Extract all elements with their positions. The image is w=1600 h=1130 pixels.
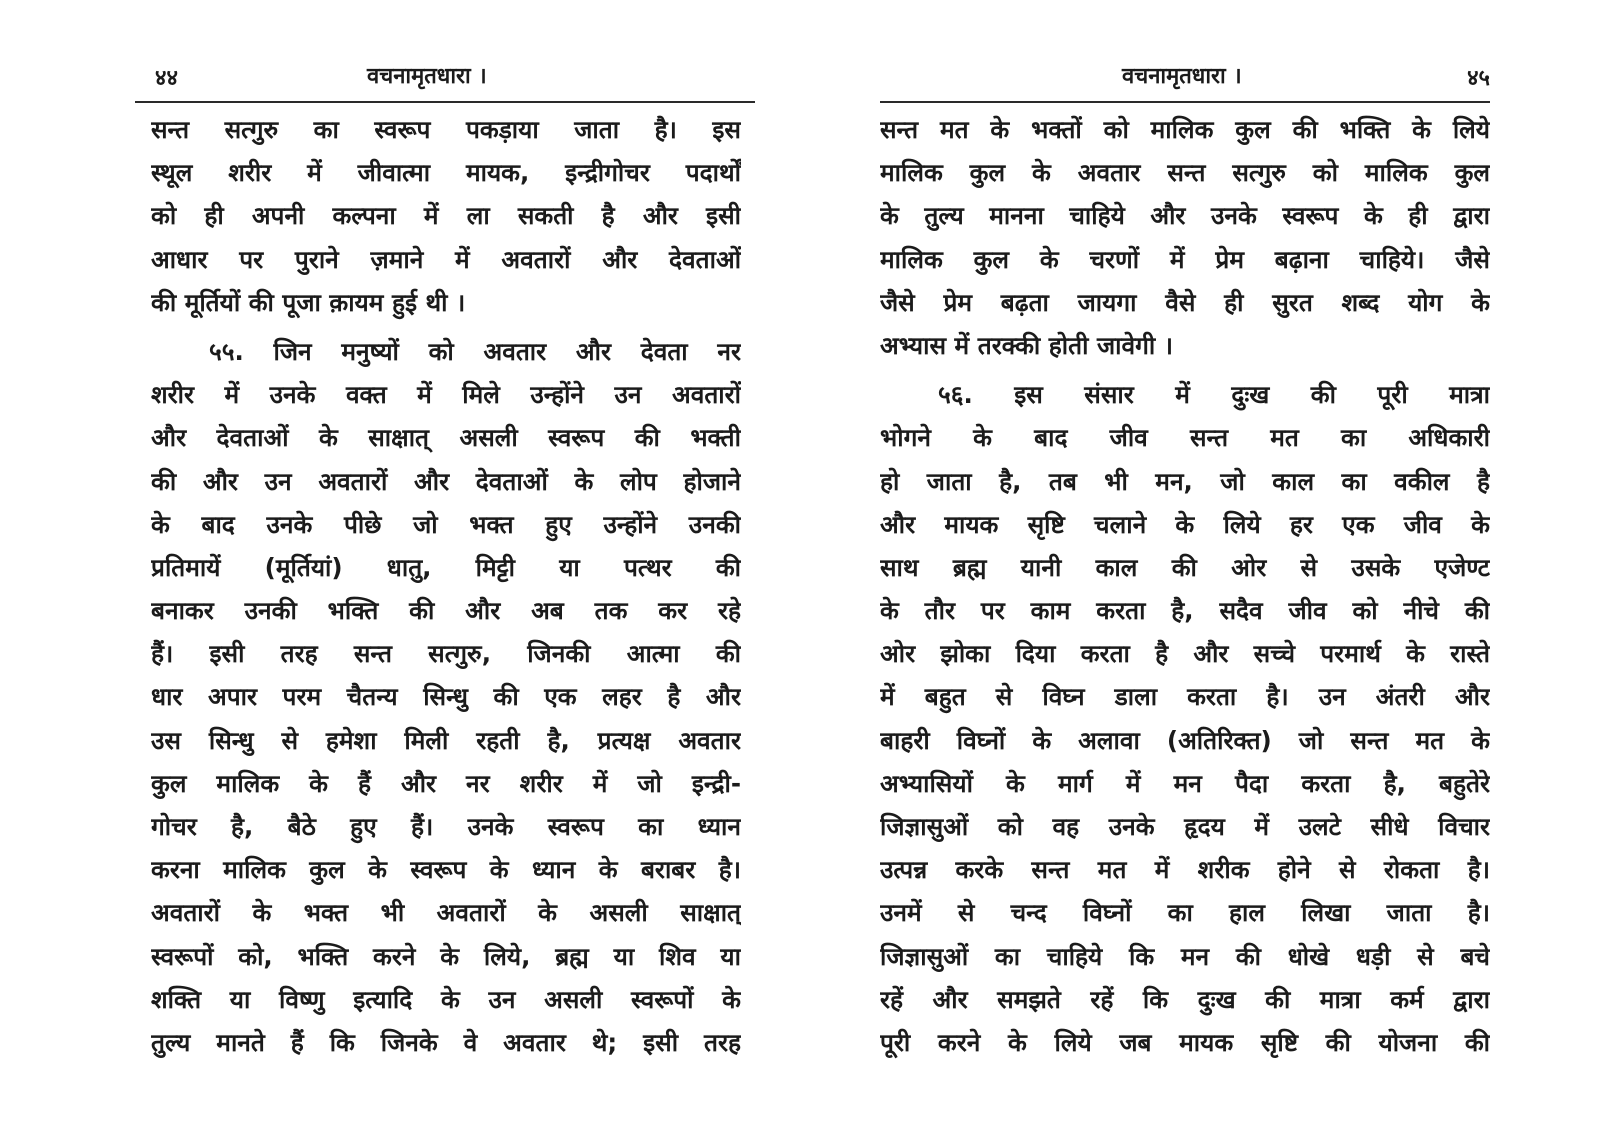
paragraph-56-start: ५६. इस संसार में दुःख की पूरी मात्रा: [938, 380, 1490, 410]
text-line: तुल्य मानते हैं कि जिनके वे अवतार थे; इसी तरह: [151, 1027, 741, 1057]
text-line: उनमें से चन्द विघ्नों का हाल लिखा जाता है।: [880, 898, 1490, 928]
text-line: साथ ब्रह्म यानी काल की ओर से उसके एजेण्ट: [880, 552, 1490, 582]
text-line: धार अपार परम चैतन्य सिन्धु की एक लहर है और: [151, 682, 741, 712]
text-line: रहें और समझते रहें कि दुःख की मात्रा कर्म द्वारा: [880, 984, 1490, 1014]
text-line: सन्त मत के भक्तों को मालिक कुल की भक्ति के लिये: [880, 115, 1490, 144]
paragraph-55-start: ५५. जिन मनुष्यों को अवतार और देवता नर: [209, 336, 741, 366]
text-line: और देवताओं के साक्षात् असली स्वरूप की भक्ती: [151, 423, 741, 453]
text-line: शक्ति या विष्णु इत्यादि के उन असली स्वरूपों के: [151, 984, 741, 1014]
text-line: के तौर पर काम करता है, सदैव जीव को नीचे की: [880, 596, 1490, 626]
text-line: उस सिन्धु से हमेशा मिली रहती है, प्रत्यक्ष अवतार: [151, 725, 741, 755]
right-page: [880, 0, 1490, 1130]
text-line: पूरी करने के लिये जब मायक सृष्टि की योजना की: [880, 1027, 1490, 1057]
text-line: कुल मालिक के हैं और नर शरीर में जो इन्द्री-: [151, 768, 741, 798]
text-line: की मूर्तियों की पूजा क़ायम हुई थी ।: [151, 287, 466, 317]
left-header-rule: [135, 101, 755, 103]
text-line: स्वरूपों को, भक्ति करने के लिये, ब्रह्म या शिव या: [151, 941, 741, 971]
text-line: अभ्यासियों के मार्ग में मन पैदा करता है, बहुतेरे: [880, 768, 1490, 798]
text-line: और मायक सृष्टि चलाने के लिये हर एक जीव के: [880, 509, 1490, 539]
text-line: अभ्यास में तरक्की होती जावेगी ।: [880, 330, 1174, 360]
text-line: आधार पर पुराने ज़माने में अवतारों और देवताओं: [151, 244, 741, 274]
text-line: जिज्ञासुओं का चाहिये कि मन की धोखे धड़ी से बचे: [880, 941, 1490, 971]
text-line: बाहरी विघ्नों के अलावा (अतिरिक्त) जो सन्त मत के: [880, 725, 1490, 755]
text-line: ओर झोका दिया करता है और सच्चे परमार्थ के रास्ते: [880, 639, 1490, 669]
text-line: जिज्ञासुओं को वह उनके हृदय में उलटे सीधे विचार: [880, 812, 1490, 841]
left-running-title: वचनामृतधारा ।: [367, 64, 487, 89]
left-page: [135, 0, 755, 1130]
text-line: शरीर में उनके वक्त में मिले उन्होंने उन अवतारों: [151, 380, 741, 410]
text-line: हो जाता है, तब भी मन, जो काल का वकील है: [880, 466, 1490, 496]
right-running-title: वचनामृतधारा ।: [1122, 64, 1242, 89]
text-line: अवतारों के भक्त भी अवतारों के असली साक्षात्: [151, 898, 741, 928]
text-line: करना मालिक कुल के स्वरूप के ध्यान के बराबर है।: [151, 855, 741, 885]
text-line: जैसे प्रेम बढ़ता जायगा वैसे ही सुरत शब्द योग के: [880, 287, 1490, 317]
text-line: की और उन अवतारों और देवताओं के लोप होजाने: [151, 466, 741, 496]
text-line: के तुल्य मानना चाहिये और उनके स्वरूप के ही द्वारा: [880, 201, 1490, 231]
text-line: मालिक कुल के अवतार सन्त सत्गुरु को मालिक कुल: [880, 158, 1490, 188]
text-line: हैं। इसी तरह सन्त सत्गुरु, जिनकी आत्मा की: [151, 639, 741, 669]
text-line: बनाकर उनकी भक्ति की और अब तक कर रहे: [151, 596, 741, 626]
text-line: उत्पन्न करके सन्त मत में शरीक होने से रोकता है।: [880, 855, 1490, 885]
left-page-header: [135, 58, 755, 98]
right-page-header: [880, 58, 1490, 98]
text-line: भोगने के बाद जीव सन्त मत का अधिकारी: [880, 423, 1490, 453]
right-header-rule: [880, 101, 1490, 103]
left-page-number: ४४: [155, 66, 178, 91]
text-line: गोचर है, बैठे हुए हैं। उनके स्वरूप का ध्यान: [151, 812, 741, 841]
text-line: के बाद उनके पीछे जो भक्त हुए उन्होंने उनकी: [151, 509, 741, 539]
text-line: मालिक कुल के चरणों में प्रेम बढ़ाना चाहिये। जैसे: [880, 244, 1490, 274]
text-line: प्रतिमायें (मूर्तियां) धातु, मिट्टी या पत्थर की: [151, 552, 741, 582]
left-body-text: [151, 108, 741, 1064]
right-page-number: ४५: [1467, 66, 1490, 91]
text-line: में बहुत से विघ्न डाला करता है। उन अंतरी और: [880, 682, 1490, 712]
text-line: सन्त सत्गुरु का स्वरूप पकड़ाया जाता है। इस: [151, 115, 741, 144]
right-body-text: [880, 108, 1490, 1064]
text-line: स्थूल शरीर में जीवात्मा मायक, इन्द्रीगोचर पदार्थों: [151, 158, 741, 188]
text-line: को ही अपनी कल्पना में ला सकती है और इसी: [151, 201, 741, 231]
